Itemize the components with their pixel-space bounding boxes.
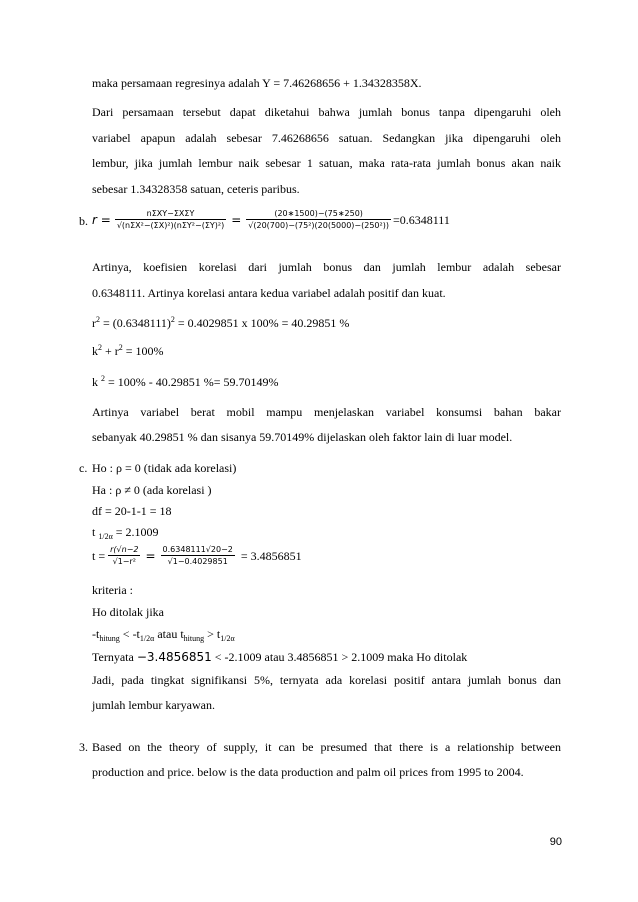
t-table-value bbox=[92, 525, 159, 539]
fraction-numerator: r(√n−2 bbox=[110, 545, 139, 554]
t-symbol: t bbox=[92, 525, 99, 539]
conclusion-line-1: Jadi, pada tingkat signifikansi 5%, ternyata ada korelasi positif antara jumlah bonus dan bbox=[92, 673, 561, 687]
r-squared-expr: = (0.6348111) bbox=[100, 316, 171, 330]
subscript: hitung bbox=[183, 634, 205, 643]
question-3-line-2: production and price. below is the data production and palm oil prices from 1995 to 2004. bbox=[92, 765, 524, 779]
subscript: 1/2α bbox=[139, 634, 155, 643]
rule-part: < -t bbox=[119, 627, 140, 641]
fraction-numerator: 0.6348111√20−2 bbox=[162, 545, 233, 554]
correlation-formula bbox=[92, 205, 450, 235]
r-symbol: r bbox=[92, 316, 96, 330]
correlation-fraction-general bbox=[115, 208, 226, 232]
rejection-rule bbox=[92, 627, 235, 641]
t-prefix: t = bbox=[92, 549, 106, 563]
fraction-denominator: √1−r² bbox=[112, 557, 136, 566]
superscript: 2 bbox=[101, 374, 105, 383]
subscript: 1/2α bbox=[98, 532, 113, 541]
fraction-numerator: nΣXY−ΣXΣY bbox=[115, 208, 226, 220]
fraction-denominator: √1−0.4029851 bbox=[167, 557, 228, 566]
equals-sign: = bbox=[145, 549, 156, 563]
r-label: r = bbox=[92, 213, 111, 227]
plus-r: + r bbox=[102, 344, 119, 358]
rule-part: atau t bbox=[154, 627, 184, 641]
correlation-meaning-line-2: 0.6348111. Artinya korelasi antara kedua variabel adalah positif dan kuat. bbox=[92, 286, 446, 300]
superscript: 2 bbox=[98, 343, 102, 352]
item-marker-b: b. bbox=[79, 214, 88, 228]
k-squared-result-line bbox=[92, 375, 279, 389]
interpretation-line-3: lembur, jika jumlah lembur naik sebesar 1 satuan, maka rata-rata jumlah bonus akan naik bbox=[92, 156, 561, 170]
t-table-result: = 2.1009 bbox=[112, 525, 159, 539]
correlation-result: =0.6348111 bbox=[392, 213, 450, 227]
t-statistic-result: = 3.4856851 bbox=[240, 549, 302, 563]
k-squared-identity-line bbox=[92, 344, 164, 358]
degrees-of-freedom: df = 20-1-1 = 18 bbox=[92, 504, 172, 518]
k-symbol: k bbox=[92, 375, 101, 389]
fraction-denominator: √(20(700)−(75²)(20(5000)−(250²)) bbox=[248, 221, 389, 230]
conclusion-line-2: jumlah lembur karyawan. bbox=[92, 698, 215, 712]
determination-meaning-line-1: Artinya variabel berat mobil mampu menjelaskan variabel konsumsi bahan bakar bbox=[92, 405, 561, 419]
item-marker-c: c. bbox=[79, 461, 88, 475]
ternyata-label: Ternyata bbox=[92, 650, 137, 664]
subscript: 1/2α bbox=[220, 634, 235, 643]
item-marker-3: 3. bbox=[79, 740, 88, 754]
correlation-meaning-line-1: Artinya, koefisien korelasi dari jumlah bonus dan jumlah lembur adalah sebesar bbox=[92, 260, 561, 274]
question-3-line-1: Based on the theory of supply, it can be presumed that there is a relationship between bbox=[92, 740, 561, 754]
rule-part: -t bbox=[92, 627, 100, 641]
k-squared-result: = 100% - 40.29851 %= 59.70149% bbox=[105, 375, 279, 389]
rule-part: > t bbox=[204, 627, 221, 641]
k-symbol: k bbox=[92, 344, 98, 358]
determination-meaning-line-2: sebanyak 40.29851 % dan sisanya 59.70149% dijelaskan oleh faktor lain di luar model. bbox=[92, 430, 513, 444]
criteria-label: kriteria : bbox=[92, 583, 133, 597]
fraction-denominator: √(nΣX²−(ΣX)²)(nΣY²−(ΣY)²) bbox=[116, 221, 225, 230]
comparison-text: < -2.1009 atau 3.4856851 > 2.1009 maka Ho ditolak bbox=[211, 650, 468, 664]
interpretation-line-2: variabel apapun adalah sebesar 7.46268656 satuan. Sedangkan jika dipengaruhi oleh bbox=[92, 131, 561, 145]
equals-sign: = bbox=[231, 213, 242, 227]
r-squared-result: = 0.4029851 x 100% = 40.29851 % bbox=[174, 316, 350, 330]
page-number: 90 bbox=[549, 836, 562, 848]
interpretation-line-1: Dari persamaan tersebut dapat diketahui bahwa jumlah bonus tanpa dipengaruhi oleh bbox=[92, 105, 561, 119]
negative-t-value: −3.4856851 bbox=[136, 650, 212, 664]
rejection-rule-heading: Ho ditolak jika bbox=[92, 605, 164, 619]
conclusion-comparison bbox=[92, 650, 467, 664]
t-fraction-general bbox=[108, 544, 140, 568]
interpretation-line-4: sebesar 1.34328358 satuan, ceteris paribus. bbox=[92, 182, 300, 196]
identity-result: = 100% bbox=[122, 344, 164, 358]
r-squared-line bbox=[92, 316, 349, 330]
null-hypothesis: Ho : ρ = 0 (tidak ada korelasi) bbox=[92, 461, 237, 475]
correlation-fraction-values bbox=[246, 208, 391, 232]
subscript: hitung bbox=[99, 634, 120, 643]
regression-equation-line: maka persamaan regresinya adalah Y = 7.46268656 + 1.34328358X. bbox=[92, 76, 422, 90]
alternative-hypothesis: Ha : ρ ≠ 0 (ada korelasi ) bbox=[92, 483, 212, 497]
superscript: 2 bbox=[170, 315, 175, 324]
superscript: 2 bbox=[96, 315, 100, 324]
t-statistic-formula bbox=[92, 541, 302, 571]
t-fraction-values bbox=[161, 544, 235, 568]
superscript: 2 bbox=[118, 343, 123, 352]
fraction-numerator: (20∗1500)−(75∗250) bbox=[246, 208, 391, 220]
